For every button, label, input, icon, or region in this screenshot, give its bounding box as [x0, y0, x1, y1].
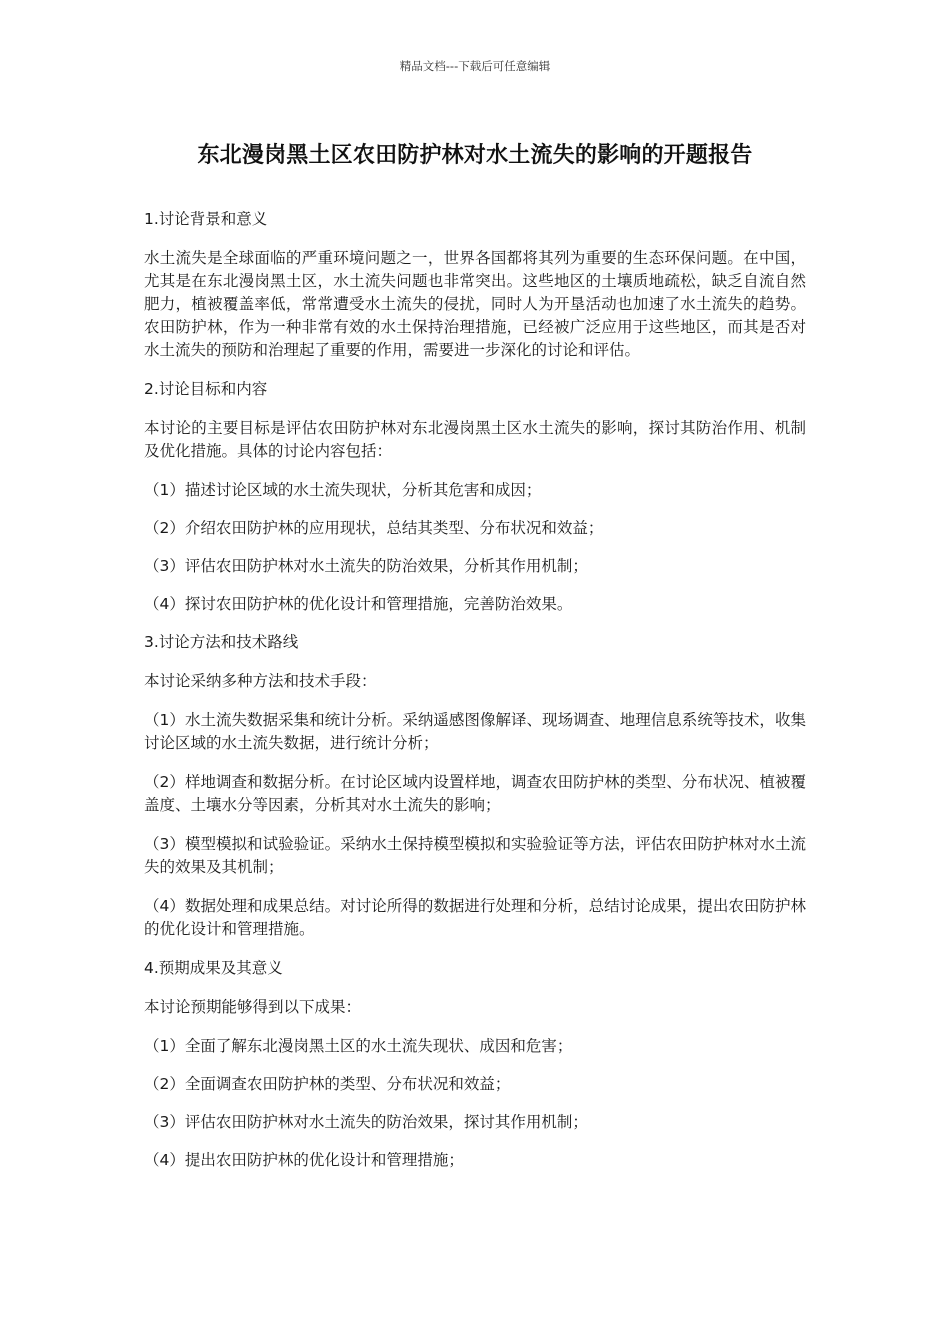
section-heading-background: 1.讨论背景和意义: [144, 210, 268, 228]
header-note: 精品文档---下载后可任意编辑: [399, 59, 551, 73]
document-title: 东北漫岗黑土区农田防护林对水土流失的影响的开题报告: [197, 143, 753, 168]
paragraph-methods: 本讨论采纳多种方法和技术手段：: [144, 672, 377, 690]
list-item-outcome-2: （2）全面调查农田防护林的类型、分布状况和效益；: [144, 1075, 511, 1093]
list-item-objective-2: （2）介绍农田防护林的应用现状，总结其类型、分布状况和效益；: [144, 519, 604, 537]
list-item-objective-1: （1）描述讨论区域的水土流失现状，分析其危害和成因；: [144, 481, 542, 499]
paragraph-objectives: 本讨论的主要目标是评估农田防护林对东北漫岗黑土区水土流失的影响，探讨其防治作用、机制及优化措施。具体的讨论内容包括：: [144, 419, 806, 460]
paragraph-background: 水土流失是全球面临的严重环境问题之一，世界各国都将其列为重要的生态环保问题。在中国，尤其是在东北漫岗黑土区，水土流失问题也非常突出。这些地区的土壤质地疏松，缺乏自流自然肥力，植被覆盖率低，常常遭受水土流失的侵扰，同时人为开垦活动也加速了水土流失的趋势。农田防护林，作为一种非常有效的水土保持治理措施，已经被广泛应用于这些地区，而其是否对水土流失的预防和治理起了重要的作用，需要进一步深化的讨论和评估。: [144, 249, 806, 359]
list-item-method-3: （3）模型模拟和试验验证。采纳水土保持模型模拟和实验验证等方法，评估农田防护林对水土流失的效果及其机制；: [144, 835, 806, 876]
section-heading-objectives: 2.讨论目标和内容: [144, 380, 268, 398]
list-item-method-4: （4）数据处理和成果总结。对讨论所得的数据进行处理和分析，总结讨论成果，提出农田防护林的优化设计和管理措施。: [144, 897, 806, 938]
list-item-method-1: （1）水土流失数据采集和统计分析。采纳遥感图像解译、现场调查、地理信息系统等技术，收集讨论区域的水土流失数据，进行统计分析；: [144, 711, 806, 752]
paragraph-outcomes: 本讨论预期能够得到以下成果：: [144, 998, 362, 1016]
list-item-method-2: （2）样地调查和数据分析。在讨论区域内设置样地，调查农田防护林的类型、分布状况、植被覆盖度、土壤水分等因素，分析其对水土流失的影响；: [144, 773, 806, 814]
list-item-objective-4: （4）探讨农田防护林的优化设计和管理措施，完善防治效果。: [144, 595, 573, 613]
section-heading-outcomes: 4.预期成果及其意义: [144, 959, 283, 977]
list-item-outcome-1: （1）全面了解东北漫岗黑土区的水土流失现状、成因和危害；: [144, 1037, 573, 1055]
section-heading-methods: 3.讨论方法和技术路线: [144, 633, 299, 651]
list-item-outcome-4: （4）提出农田防护林的优化设计和管理措施；: [144, 1151, 464, 1169]
list-item-outcome-3: （3）评估农田防护林对水土流失的防治效果，探讨其作用机制；: [144, 1113, 588, 1131]
list-item-objective-3: （3）评估农田防护林对水土流失的防治效果，分析其作用机制；: [144, 557, 588, 575]
document-body: [144, 208, 806, 1187]
